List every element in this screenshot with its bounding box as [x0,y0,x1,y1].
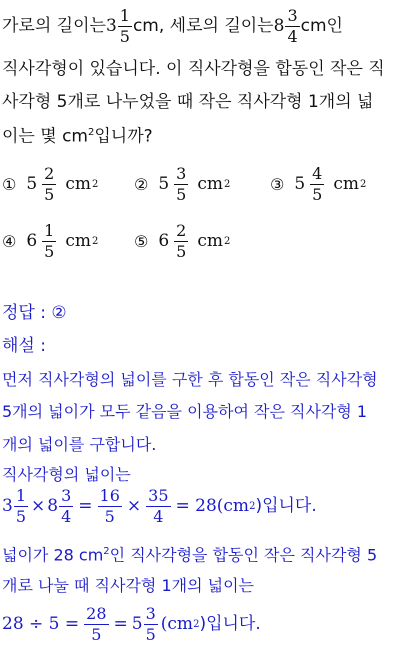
option-marker: ⑤ [134,231,149,251]
explanation-line-5: 넓이가 28 $cm^2$인 직사각형을 합동인 작은 직사각형 5 [2,545,378,565]
fraction: $\frac{35}{4}$ [148,486,169,526]
option-1[interactable]: ① 5 $\frac{2}{5}$ cm 2 [2,164,99,204]
option-5[interactable]: ⑤ 6 $\frac{2}{5}$ cm 2 [134,221,231,261]
equation-2: 28 ÷ 5 = $\frac{28}{5}$ = 5 $\frac{3}{5}$ (cm 2 )입니다. [2,604,261,644]
explanation-label: 해설 : [2,336,46,356]
fraction: $\frac{3}{4}$ [287,6,298,46]
option-marker: ④ [2,231,17,251]
fraction: $\frac{3}{5}$ [176,164,187,204]
option-marker: ① [2,174,17,194]
option-3[interactable]: ③ 5 $\frac{4}{5}$ cm 2 [270,164,367,204]
option-4[interactable]: ④ 6 $\frac{1}{5}$ cm 2 [2,221,99,261]
text: cm, 세로의 길이는 [132,16,274,36]
option-marker: ② [134,174,149,194]
fraction: $\frac{1}{5}$ [15,486,27,526]
explanation-line-4: 직사각형의 넓이는 [2,465,131,484]
fraction: $\frac{2}{5}$ [176,221,187,261]
explanation-line-3: 개의 넓이를 구합니다. [2,435,157,454]
explanation-line-2: 5개의 넓이가 모두 같음을 이용하여 작은 직사각형 1 [2,402,368,421]
explanation-line-6: 개로 나눌 때 직사각형 1개의 넓이는 [2,576,254,595]
text: 가로의 길이는 [2,16,106,36]
explanation-line-1: 먼저 직사각형의 넓이를 구한 후 합동인 작은 직사각형 [2,370,378,389]
problem-line-3: 사각형 5개로 나누었을 때 작은 직사각형 1개의 넓 [2,92,374,112]
fraction: $\frac{3}{4}$ [61,486,72,526]
problem-line-1 [2,8,343,45]
mixed-number: 3 $\frac{1}{5}$ [105,6,130,46]
option-marker: ③ [270,174,285,194]
problem-line-4: 이는 몇 $cm^2$입니까? [2,126,153,147]
fraction: $\frac{1}{5}$ [44,221,55,261]
equation-1: 3 $\frac{1}{5}$ × 8 $\frac{3}{4}$ = $\frac{16}{5}$ × $\frac{35}{4}$ = 28(cm 2 )입니다. [2,486,317,526]
fraction: $\frac{4}{5}$ [312,164,323,204]
fraction: $\frac{1}{5}$ [119,6,130,46]
fraction: $\frac{2}{5}$ [44,164,55,204]
option-2[interactable]: ② 5 $\frac{3}{5}$ cm 2 [134,164,231,204]
fraction: $\frac{16}{5}$ [99,486,120,526]
text: cm인 [300,16,343,36]
answer-line: 정답 : ② [2,303,67,323]
problem-line-2: 직사각형이 있습니다. 이 직사각형을 합동인 작은 직 [2,59,385,79]
fraction: $\frac{28}{5}$ [86,604,107,644]
mixed-number: 8 $\frac{3}{4}$ [273,6,298,46]
fraction: $\frac{3}{5}$ [145,604,156,644]
